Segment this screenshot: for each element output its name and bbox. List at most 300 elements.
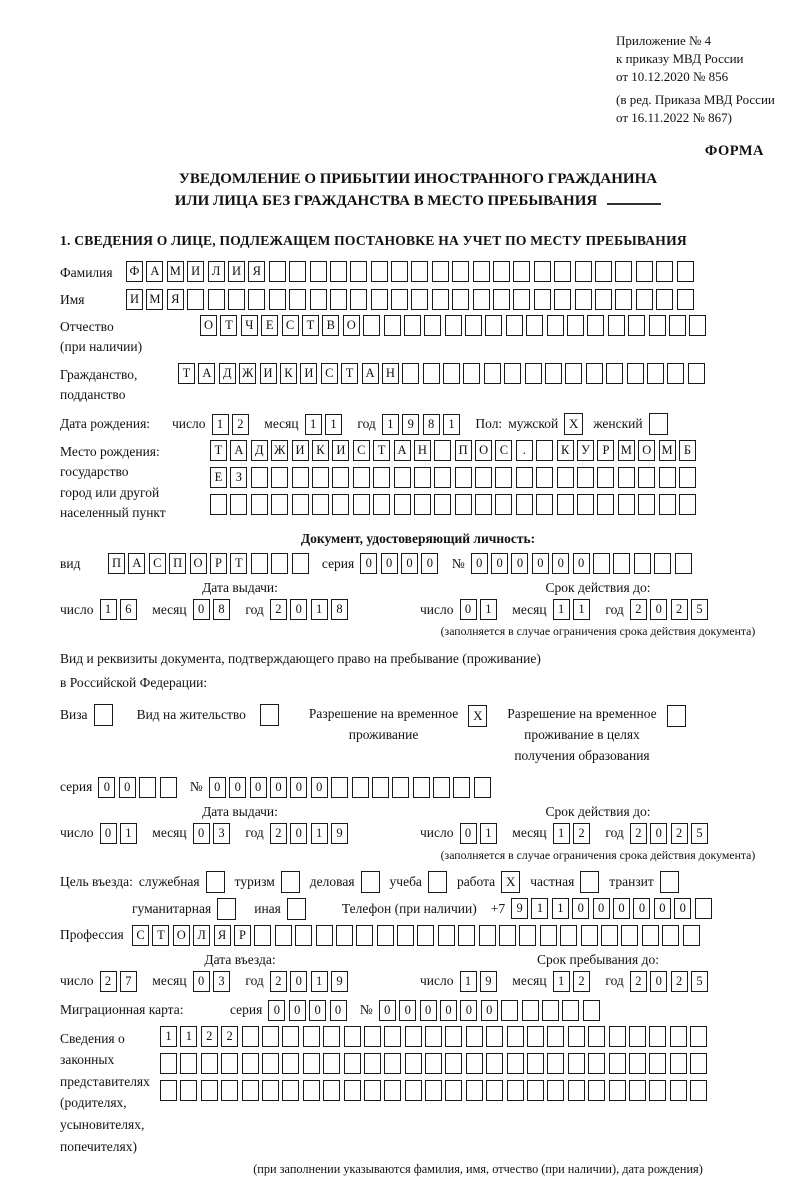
char-cell[interactable]	[391, 261, 408, 282]
char-cell[interactable]: 1	[531, 898, 548, 919]
purpose-business-checkbox[interactable]	[361, 871, 380, 893]
char-cell[interactable]	[208, 289, 225, 310]
char-cell[interactable]: Ф	[126, 261, 143, 282]
char-cell[interactable]	[519, 925, 536, 946]
char-cell[interactable]	[292, 553, 309, 574]
char-cell[interactable]	[221, 1053, 238, 1074]
char-cell[interactable]: Н	[414, 440, 431, 461]
char-cell[interactable]	[405, 1053, 422, 1074]
char-cell[interactable]	[593, 553, 610, 574]
char-cell[interactable]: 7	[120, 971, 137, 992]
char-cell[interactable]	[545, 363, 562, 384]
char-cell[interactable]: И	[260, 363, 277, 384]
char-cell[interactable]	[466, 1026, 483, 1047]
char-cell[interactable]: 1	[311, 823, 328, 844]
char-cell[interactable]	[662, 925, 679, 946]
char-cell[interactable]	[629, 1053, 646, 1074]
char-cell[interactable]	[649, 1026, 666, 1047]
char-cell[interactable]	[364, 1080, 381, 1101]
char-cell[interactable]	[656, 261, 673, 282]
char-cell[interactable]	[636, 261, 653, 282]
char-cell[interactable]: 1	[311, 971, 328, 992]
char-cell[interactable]: У	[577, 440, 594, 461]
char-cell[interactable]	[634, 553, 651, 574]
char-cell[interactable]	[402, 363, 419, 384]
char-cell[interactable]	[659, 494, 676, 515]
char-cell[interactable]	[411, 289, 428, 310]
char-cell[interactable]	[495, 494, 512, 515]
char-cell[interactable]	[344, 1080, 361, 1101]
char-cell[interactable]	[690, 1053, 707, 1074]
char-cell[interactable]	[424, 315, 441, 336]
char-cell[interactable]	[636, 289, 653, 310]
char-cell[interactable]	[433, 777, 450, 798]
char-cell[interactable]	[242, 1080, 259, 1101]
char-cell[interactable]	[659, 467, 676, 488]
char-cell[interactable]	[262, 1053, 279, 1074]
char-cell[interactable]: 0	[674, 898, 691, 919]
char-cell[interactable]: Р	[234, 925, 251, 946]
char-cell[interactable]	[527, 1080, 544, 1101]
char-cell[interactable]	[310, 261, 327, 282]
char-cell[interactable]	[303, 1053, 320, 1074]
char-cell[interactable]	[567, 315, 584, 336]
char-cell[interactable]	[577, 467, 594, 488]
char-cell[interactable]: К	[312, 440, 329, 461]
char-cell[interactable]: С	[321, 363, 338, 384]
char-cell[interactable]	[601, 925, 618, 946]
char-cell[interactable]	[615, 289, 632, 310]
char-cell[interactable]	[475, 494, 492, 515]
char-cell[interactable]: 1	[552, 898, 569, 919]
char-cell[interactable]	[356, 925, 373, 946]
char-cell[interactable]	[486, 1080, 503, 1101]
char-cell[interactable]	[394, 467, 411, 488]
residence-permit-checkbox[interactable]	[260, 704, 279, 726]
char-cell[interactable]	[417, 925, 434, 946]
char-cell[interactable]	[677, 261, 694, 282]
char-cell[interactable]	[501, 1000, 518, 1021]
char-cell[interactable]	[455, 494, 472, 515]
char-cell[interactable]	[513, 261, 530, 282]
char-cell[interactable]: 0	[650, 599, 667, 620]
char-cell[interactable]: М	[618, 440, 635, 461]
char-cell[interactable]	[445, 315, 462, 336]
char-cell[interactable]	[414, 494, 431, 515]
char-cell[interactable]	[575, 261, 592, 282]
char-cell[interactable]	[595, 261, 612, 282]
char-cell[interactable]	[649, 1053, 666, 1074]
char-cell[interactable]	[507, 1026, 524, 1047]
char-cell[interactable]	[534, 261, 551, 282]
char-cell[interactable]	[642, 925, 659, 946]
char-cell[interactable]: С	[282, 315, 299, 336]
char-cell[interactable]: 2	[671, 971, 688, 992]
char-cell[interactable]	[330, 261, 347, 282]
char-cell[interactable]	[332, 494, 349, 515]
char-cell[interactable]	[289, 261, 306, 282]
char-cell[interactable]	[384, 315, 401, 336]
char-cell[interactable]: 1	[212, 414, 229, 435]
char-cell[interactable]: 0	[420, 1000, 437, 1021]
char-cell[interactable]	[683, 925, 700, 946]
char-cell[interactable]: К	[557, 440, 574, 461]
char-cell[interactable]	[667, 363, 684, 384]
char-cell[interactable]: 0	[290, 823, 307, 844]
char-cell[interactable]: 2	[630, 823, 647, 844]
char-cell[interactable]: 1	[443, 414, 460, 435]
char-cell[interactable]	[160, 1053, 177, 1074]
char-cell[interactable]: 9	[331, 971, 348, 992]
char-cell[interactable]: М	[659, 440, 676, 461]
char-cell[interactable]	[613, 553, 630, 574]
char-cell[interactable]	[180, 1080, 197, 1101]
char-cell[interactable]: 1	[382, 414, 399, 435]
char-cell[interactable]	[344, 1026, 361, 1047]
char-cell[interactable]	[373, 494, 390, 515]
char-cell[interactable]	[493, 289, 510, 310]
char-cell[interactable]: 0	[460, 599, 477, 620]
char-cell[interactable]: 0	[193, 823, 210, 844]
char-cell[interactable]	[670, 1080, 687, 1101]
char-cell[interactable]	[251, 467, 268, 488]
char-cell[interactable]	[295, 925, 312, 946]
char-cell[interactable]: 0	[360, 553, 377, 574]
char-cell[interactable]	[371, 261, 388, 282]
char-cell[interactable]: 1	[460, 971, 477, 992]
edu-residence-checkbox[interactable]	[667, 705, 686, 727]
char-cell[interactable]	[506, 315, 523, 336]
char-cell[interactable]: 0	[532, 553, 549, 574]
char-cell[interactable]	[485, 315, 502, 336]
char-cell[interactable]: Т	[373, 440, 390, 461]
char-cell[interactable]: Д	[251, 440, 268, 461]
char-cell[interactable]	[350, 261, 367, 282]
char-cell[interactable]: П	[108, 553, 125, 574]
char-cell[interactable]: 0	[330, 1000, 347, 1021]
char-cell[interactable]	[434, 440, 451, 461]
char-cell[interactable]	[609, 1053, 626, 1074]
char-cell[interactable]: Л	[193, 925, 210, 946]
char-cell[interactable]	[425, 1053, 442, 1074]
char-cell[interactable]	[669, 315, 686, 336]
char-cell[interactable]: Т	[302, 315, 319, 336]
purpose-work-checkbox[interactable]: X	[501, 871, 520, 893]
char-cell[interactable]: .	[516, 440, 533, 461]
char-cell[interactable]	[465, 315, 482, 336]
char-cell[interactable]: 0	[552, 553, 569, 574]
char-cell[interactable]: 1	[305, 414, 322, 435]
char-cell[interactable]: 1	[573, 599, 590, 620]
char-cell[interactable]: 0	[229, 777, 246, 798]
char-cell[interactable]: 1	[160, 1026, 177, 1047]
char-cell[interactable]	[621, 925, 638, 946]
char-cell[interactable]	[536, 467, 553, 488]
char-cell[interactable]: 0	[572, 898, 589, 919]
char-cell[interactable]	[588, 1053, 605, 1074]
char-cell[interactable]: 0	[613, 898, 630, 919]
char-cell[interactable]	[292, 494, 309, 515]
char-cell[interactable]	[690, 1026, 707, 1047]
char-cell[interactable]: 2	[573, 971, 590, 992]
char-cell[interactable]	[425, 1080, 442, 1101]
char-cell[interactable]	[160, 777, 177, 798]
char-cell[interactable]: Ч	[241, 315, 258, 336]
char-cell[interactable]: К	[280, 363, 297, 384]
char-cell[interactable]	[353, 494, 370, 515]
temp-residence-checkbox[interactable]: X	[468, 705, 487, 727]
char-cell[interactable]: 0	[481, 1000, 498, 1021]
char-cell[interactable]: 0	[421, 553, 438, 574]
char-cell[interactable]	[557, 467, 574, 488]
char-cell[interactable]	[425, 1026, 442, 1047]
char-cell[interactable]	[452, 261, 469, 282]
char-cell[interactable]: Т	[230, 553, 247, 574]
char-cell[interactable]: И	[332, 440, 349, 461]
char-cell[interactable]: 1	[180, 1026, 197, 1047]
char-cell[interactable]: 2	[221, 1026, 238, 1047]
char-cell[interactable]: С	[353, 440, 370, 461]
char-cell[interactable]	[499, 925, 516, 946]
char-cell[interactable]: 0	[379, 1000, 396, 1021]
char-cell[interactable]	[466, 1053, 483, 1074]
char-cell[interactable]	[638, 467, 655, 488]
char-cell[interactable]	[251, 553, 268, 574]
char-cell[interactable]: 1	[480, 599, 497, 620]
char-cell[interactable]: Я	[248, 261, 265, 282]
sex-male-checkbox[interactable]: X	[564, 413, 583, 435]
char-cell[interactable]	[391, 289, 408, 310]
char-cell[interactable]	[568, 1026, 585, 1047]
char-cell[interactable]	[432, 261, 449, 282]
char-cell[interactable]	[547, 1026, 564, 1047]
char-cell[interactable]	[394, 494, 411, 515]
char-cell[interactable]: 0	[573, 553, 590, 574]
char-cell[interactable]	[384, 1026, 401, 1047]
char-cell[interactable]	[269, 289, 286, 310]
char-cell[interactable]	[542, 1000, 559, 1021]
char-cell[interactable]	[458, 925, 475, 946]
char-cell[interactable]: 0	[193, 971, 210, 992]
char-cell[interactable]	[554, 261, 571, 282]
char-cell[interactable]	[453, 777, 470, 798]
char-cell[interactable]: 2	[573, 823, 590, 844]
char-cell[interactable]: 0	[460, 823, 477, 844]
char-cell[interactable]	[251, 494, 268, 515]
char-cell[interactable]: 9	[480, 971, 497, 992]
char-cell[interactable]	[282, 1053, 299, 1074]
char-cell[interactable]: Н	[382, 363, 399, 384]
char-cell[interactable]	[180, 1053, 197, 1074]
char-cell[interactable]: А	[362, 363, 379, 384]
char-cell[interactable]	[547, 315, 564, 336]
char-cell[interactable]	[271, 553, 288, 574]
char-cell[interactable]: 1	[311, 599, 328, 620]
char-cell[interactable]	[292, 467, 309, 488]
char-cell[interactable]	[405, 1080, 422, 1101]
char-cell[interactable]	[323, 1080, 340, 1101]
char-cell[interactable]	[484, 363, 501, 384]
char-cell[interactable]	[527, 1053, 544, 1074]
char-cell[interactable]: Р	[597, 440, 614, 461]
char-cell[interactable]: 8	[331, 599, 348, 620]
char-cell[interactable]: 0	[491, 553, 508, 574]
char-cell[interactable]	[679, 494, 696, 515]
char-cell[interactable]	[557, 494, 574, 515]
char-cell[interactable]	[675, 553, 692, 574]
char-cell[interactable]	[344, 1053, 361, 1074]
char-cell[interactable]	[434, 494, 451, 515]
char-cell[interactable]: О	[475, 440, 492, 461]
char-cell[interactable]	[587, 315, 604, 336]
char-cell[interactable]: Т	[152, 925, 169, 946]
char-cell[interactable]	[627, 363, 644, 384]
char-cell[interactable]	[445, 1026, 462, 1047]
char-cell[interactable]	[583, 1000, 600, 1021]
char-cell[interactable]	[536, 440, 553, 461]
char-cell[interactable]: 2	[630, 971, 647, 992]
char-cell[interactable]: 0	[290, 777, 307, 798]
char-cell[interactable]: И	[126, 289, 143, 310]
char-cell[interactable]: Е	[261, 315, 278, 336]
char-cell[interactable]	[504, 363, 521, 384]
char-cell[interactable]	[586, 363, 603, 384]
char-cell[interactable]: А	[128, 553, 145, 574]
char-cell[interactable]	[160, 1080, 177, 1101]
char-cell[interactable]: Л	[208, 261, 225, 282]
char-cell[interactable]	[210, 494, 227, 515]
char-cell[interactable]	[595, 289, 612, 310]
char-cell[interactable]: 2	[630, 599, 647, 620]
char-cell[interactable]	[629, 1080, 646, 1101]
char-cell[interactable]	[689, 315, 706, 336]
char-cell[interactable]	[331, 777, 348, 798]
char-cell[interactable]	[560, 925, 577, 946]
char-cell[interactable]	[547, 1053, 564, 1074]
char-cell[interactable]: 5	[691, 599, 708, 620]
char-cell[interactable]: И	[292, 440, 309, 461]
char-cell[interactable]	[588, 1026, 605, 1047]
char-cell[interactable]: 0	[311, 777, 328, 798]
char-cell[interactable]: И	[300, 363, 317, 384]
char-cell[interactable]	[516, 494, 533, 515]
char-cell[interactable]	[434, 467, 451, 488]
char-cell[interactable]	[139, 777, 156, 798]
char-cell[interactable]	[495, 467, 512, 488]
char-cell[interactable]	[522, 1000, 539, 1021]
char-cell[interactable]: Р	[210, 553, 227, 574]
char-cell[interactable]: 0	[654, 898, 671, 919]
char-cell[interactable]	[588, 1080, 605, 1101]
char-cell[interactable]	[679, 467, 696, 488]
char-cell[interactable]	[303, 1080, 320, 1101]
sex-female-checkbox[interactable]	[649, 413, 668, 435]
char-cell[interactable]: 1	[553, 823, 570, 844]
char-cell[interactable]	[432, 289, 449, 310]
char-cell[interactable]	[575, 289, 592, 310]
char-cell[interactable]	[392, 777, 409, 798]
char-cell[interactable]	[413, 777, 430, 798]
char-cell[interactable]	[228, 289, 245, 310]
char-cell[interactable]	[628, 315, 645, 336]
char-cell[interactable]: 8	[423, 414, 440, 435]
char-cell[interactable]	[540, 925, 557, 946]
char-cell[interactable]	[466, 1080, 483, 1101]
char-cell[interactable]	[547, 1080, 564, 1101]
char-cell[interactable]	[332, 467, 349, 488]
char-cell[interactable]: П	[455, 440, 472, 461]
char-cell[interactable]: О	[190, 553, 207, 574]
char-cell[interactable]: Я	[214, 925, 231, 946]
char-cell[interactable]	[690, 1080, 707, 1101]
char-cell[interactable]	[275, 925, 292, 946]
char-cell[interactable]: 2	[270, 599, 287, 620]
char-cell[interactable]: 0	[460, 1000, 477, 1021]
char-cell[interactable]: 0	[650, 823, 667, 844]
char-cell[interactable]	[606, 363, 623, 384]
char-cell[interactable]: 5	[691, 971, 708, 992]
char-cell[interactable]: 0	[511, 553, 528, 574]
char-cell[interactable]	[438, 925, 455, 946]
char-cell[interactable]	[670, 1026, 687, 1047]
char-cell[interactable]	[363, 315, 380, 336]
char-cell[interactable]: Е	[210, 467, 227, 488]
char-cell[interactable]: 0	[119, 777, 136, 798]
char-cell[interactable]	[608, 315, 625, 336]
char-cell[interactable]	[289, 289, 306, 310]
char-cell[interactable]: О	[173, 925, 190, 946]
char-cell[interactable]	[486, 1053, 503, 1074]
char-cell[interactable]: 3	[213, 971, 230, 992]
char-cell[interactable]: 6	[120, 599, 137, 620]
char-cell[interactable]: Т	[220, 315, 237, 336]
char-cell[interactable]	[230, 494, 247, 515]
char-cell[interactable]	[242, 1053, 259, 1074]
char-cell[interactable]: С	[132, 925, 149, 946]
char-cell[interactable]	[534, 289, 551, 310]
char-cell[interactable]	[507, 1053, 524, 1074]
char-cell[interactable]: 0	[290, 971, 307, 992]
char-cell[interactable]: 9	[402, 414, 419, 435]
char-cell[interactable]	[513, 289, 530, 310]
char-cell[interactable]: П	[169, 553, 186, 574]
char-cell[interactable]: 2	[671, 823, 688, 844]
char-cell[interactable]	[405, 1026, 422, 1047]
char-cell[interactable]: 3	[213, 823, 230, 844]
char-cell[interactable]	[536, 494, 553, 515]
char-cell[interactable]	[201, 1053, 218, 1074]
char-cell[interactable]	[187, 289, 204, 310]
char-cell[interactable]: 1	[120, 823, 137, 844]
char-cell[interactable]	[647, 363, 664, 384]
char-cell[interactable]: 0	[98, 777, 115, 798]
purpose-official-checkbox[interactable]	[206, 871, 225, 893]
char-cell[interactable]: 9	[331, 823, 348, 844]
char-cell[interactable]: А	[146, 261, 163, 282]
char-cell[interactable]: Д	[219, 363, 236, 384]
char-cell[interactable]: 1	[553, 599, 570, 620]
char-cell[interactable]: О	[638, 440, 655, 461]
char-cell[interactable]: М	[167, 261, 184, 282]
char-cell[interactable]	[269, 261, 286, 282]
char-cell[interactable]: С	[149, 553, 166, 574]
char-cell[interactable]	[282, 1080, 299, 1101]
char-cell[interactable]	[352, 777, 369, 798]
char-cell[interactable]	[493, 261, 510, 282]
char-cell[interactable]	[323, 1053, 340, 1074]
char-cell[interactable]: 5	[691, 823, 708, 844]
char-cell[interactable]	[562, 1000, 579, 1021]
